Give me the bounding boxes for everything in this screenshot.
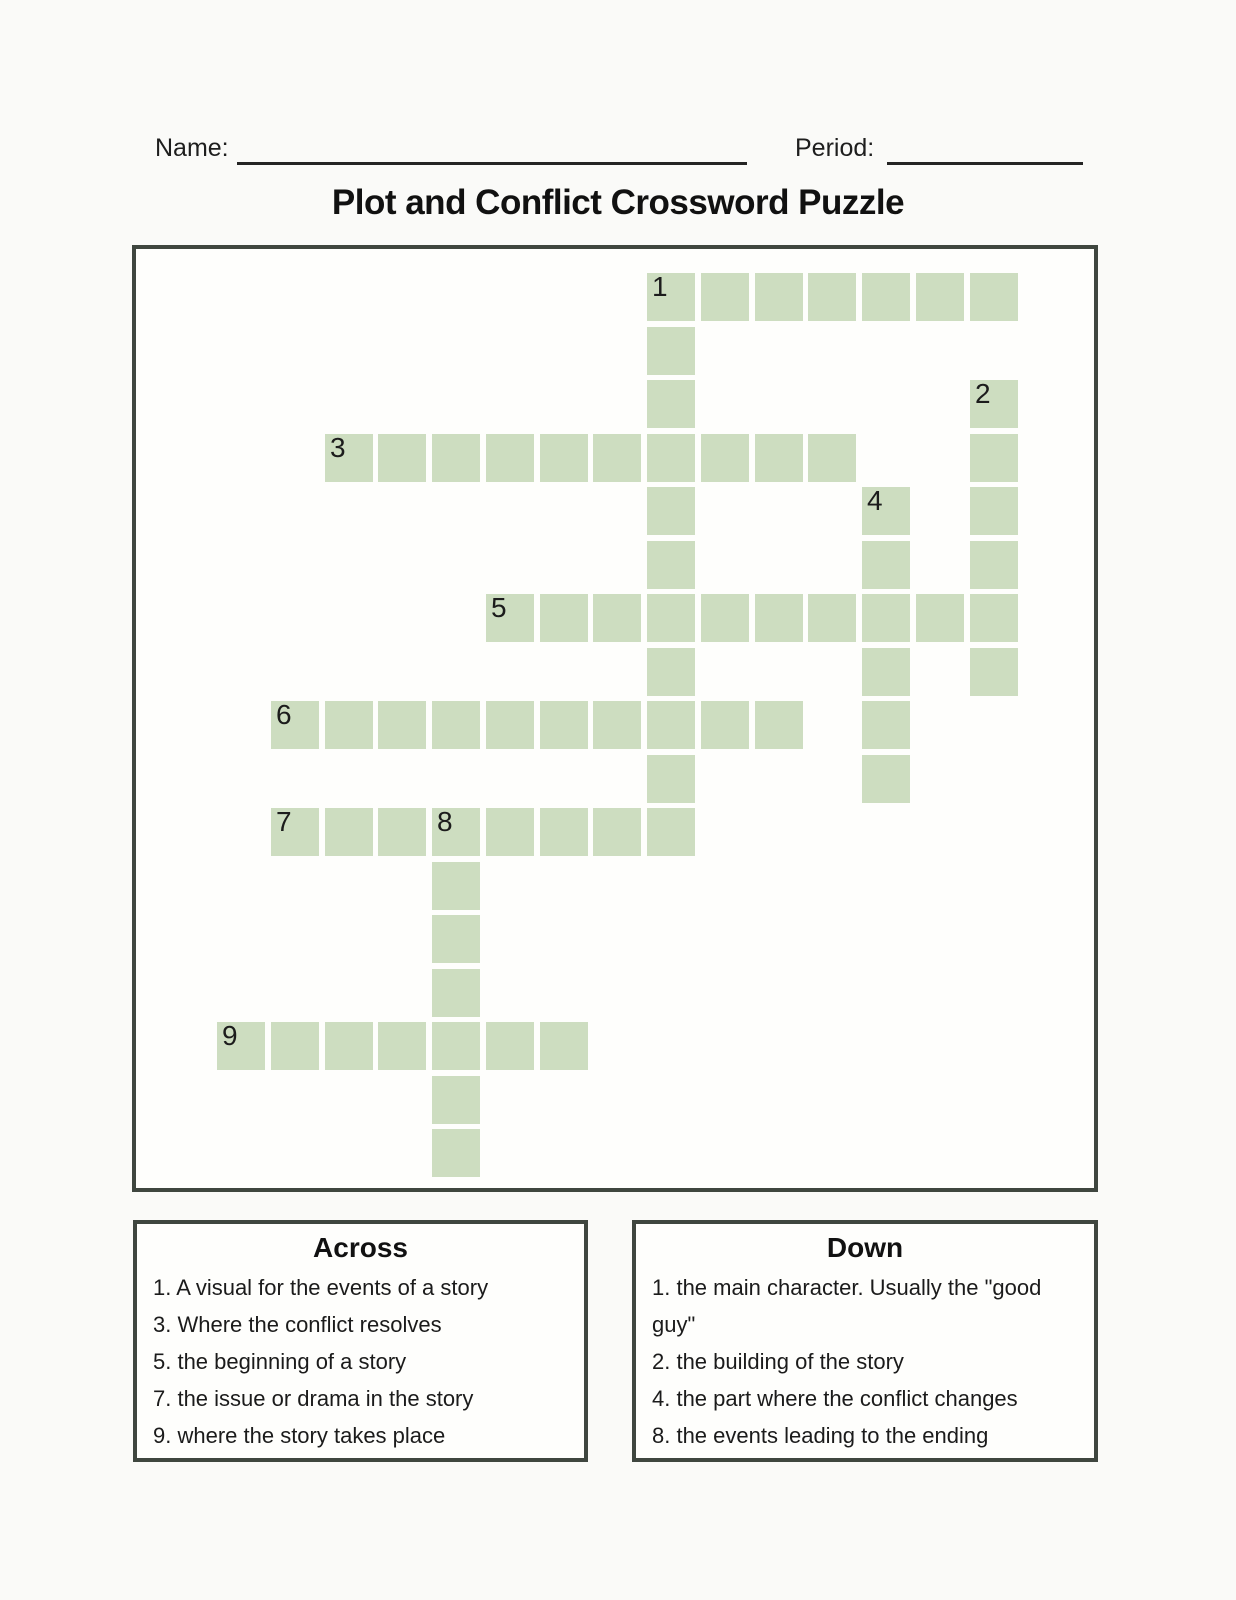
grid-cell[interactable] <box>808 594 856 642</box>
grid-cell[interactable] <box>647 380 695 428</box>
grid-cell[interactable] <box>432 701 480 749</box>
crossword-grid <box>132 245 1098 1192</box>
grid-cell[interactable] <box>271 701 319 749</box>
grid-cell[interactable] <box>916 594 964 642</box>
clue-item: 7. the issue or drama in the story <box>153 1386 474 1411</box>
grid-cell[interactable] <box>701 594 749 642</box>
grid-cell[interactable] <box>647 273 695 321</box>
grid-cell[interactable] <box>970 648 1018 696</box>
grid-cell[interactable] <box>432 862 480 910</box>
grid-cell[interactable] <box>486 808 534 856</box>
cell-number: 6 <box>276 699 292 730</box>
grid-cell[interactable] <box>647 541 695 589</box>
cell-number: 7 <box>276 806 292 837</box>
clue-item: 8. the events leading to the ending <box>652 1423 989 1448</box>
grid-cell[interactable] <box>701 701 749 749</box>
grid-cell[interactable] <box>432 1076 480 1124</box>
grid-cell[interactable] <box>808 434 856 482</box>
cell-number: 5 <box>491 592 507 623</box>
grid-cell[interactable] <box>970 541 1018 589</box>
grid-cell[interactable] <box>271 1022 319 1070</box>
grid-cell[interactable] <box>325 701 373 749</box>
grid-cell[interactable] <box>378 701 426 749</box>
grid-cell[interactable] <box>862 755 910 803</box>
cell-number: 1 <box>652 271 668 302</box>
grid-cell[interactable] <box>593 594 641 642</box>
grid-cell[interactable] <box>432 1129 480 1177</box>
clue-item: 3. Where the conflict resolves <box>153 1312 442 1337</box>
grid-cell[interactable] <box>432 434 480 482</box>
grid-cell[interactable] <box>647 327 695 375</box>
grid-cell[interactable] <box>486 434 534 482</box>
grid-cell[interactable] <box>540 434 588 482</box>
grid-cell[interactable] <box>325 808 373 856</box>
clue-item: 5. the beginning of a story <box>153 1349 407 1374</box>
grid-cell[interactable] <box>647 808 695 856</box>
grid-cell[interactable] <box>378 434 426 482</box>
grid-cell[interactable] <box>647 434 695 482</box>
clue-item: 1. A visual for the events of a story <box>153 1275 489 1300</box>
period-fill-line[interactable] <box>887 162 1083 165</box>
cell-number: 3 <box>330 432 346 463</box>
grid-cell[interactable] <box>647 648 695 696</box>
grid-cell[interactable] <box>378 808 426 856</box>
grid-cell[interactable] <box>647 701 695 749</box>
name-fill-line[interactable] <box>237 162 747 165</box>
grid-cell[interactable] <box>970 380 1018 428</box>
grid-cell[interactable] <box>486 594 534 642</box>
period-label: Period: <box>795 134 875 162</box>
grid-cell[interactable] <box>432 1022 480 1070</box>
across-clue-list <box>137 1269 584 1454</box>
clue-item: 1. the main character. Usually the "good guy" <box>652 1275 1042 1337</box>
cell-number: 2 <box>975 378 991 409</box>
grid-cell[interactable] <box>862 541 910 589</box>
down-clue-list <box>636 1269 1094 1454</box>
grid-cell[interactable] <box>862 487 910 535</box>
clue-item: 2. the building of the story <box>652 1349 904 1374</box>
grid-cell[interactable] <box>970 594 1018 642</box>
grid-cell[interactable] <box>970 487 1018 535</box>
across-clues-box <box>133 1220 588 1462</box>
grid-cell[interactable] <box>808 273 856 321</box>
across-heading: Across <box>313 1232 408 1263</box>
grid-cell[interactable] <box>862 701 910 749</box>
grid-cell[interactable] <box>593 808 641 856</box>
grid-cell[interactable] <box>486 701 534 749</box>
grid-cell[interactable] <box>755 434 803 482</box>
grid-cell[interactable] <box>593 434 641 482</box>
grid-cell[interactable] <box>862 273 910 321</box>
grid-cell[interactable] <box>540 701 588 749</box>
grid-cell[interactable] <box>970 434 1018 482</box>
name-label: Name: <box>155 134 229 162</box>
grid-cell[interactable] <box>432 808 480 856</box>
down-heading: Down <box>826 1232 904 1263</box>
grid-cell[interactable] <box>701 273 749 321</box>
grid-cell[interactable] <box>647 487 695 535</box>
cell-number: 8 <box>437 806 453 837</box>
grid-cell[interactable] <box>862 648 910 696</box>
cell-number: 4 <box>867 485 883 516</box>
page-title: Plot and Conflict Crossword Puzzle <box>331 183 905 222</box>
grid-cell[interactable] <box>755 273 803 321</box>
cell-number: 9 <box>222 1020 238 1051</box>
grid-cell[interactable] <box>271 808 319 856</box>
grid-cell[interactable] <box>217 1022 265 1070</box>
grid-cell[interactable] <box>647 594 695 642</box>
grid-cell[interactable] <box>862 594 910 642</box>
clue-item: 9. where the story takes place <box>153 1423 446 1448</box>
grid-cell[interactable] <box>378 1022 426 1070</box>
grid-cell[interactable] <box>593 701 641 749</box>
clue-item: 4. the part where the conflict changes <box>652 1386 1018 1411</box>
grid-cell[interactable] <box>325 1022 373 1070</box>
grid-cell[interactable] <box>647 755 695 803</box>
grid-cell[interactable] <box>755 701 803 749</box>
down-clues-box <box>632 1220 1098 1462</box>
grid-cell[interactable] <box>916 273 964 321</box>
grid-cell[interactable] <box>755 594 803 642</box>
grid-cell[interactable] <box>540 594 588 642</box>
grid-cell[interactable] <box>432 969 480 1017</box>
grid-cell[interactable] <box>325 434 373 482</box>
grid-cell[interactable] <box>486 1022 534 1070</box>
grid-cell[interactable] <box>970 273 1018 321</box>
grid-cell[interactable] <box>540 808 588 856</box>
grid-cell[interactable] <box>540 1022 588 1070</box>
grid-cell[interactable] <box>701 434 749 482</box>
grid-cell[interactable] <box>432 915 480 963</box>
